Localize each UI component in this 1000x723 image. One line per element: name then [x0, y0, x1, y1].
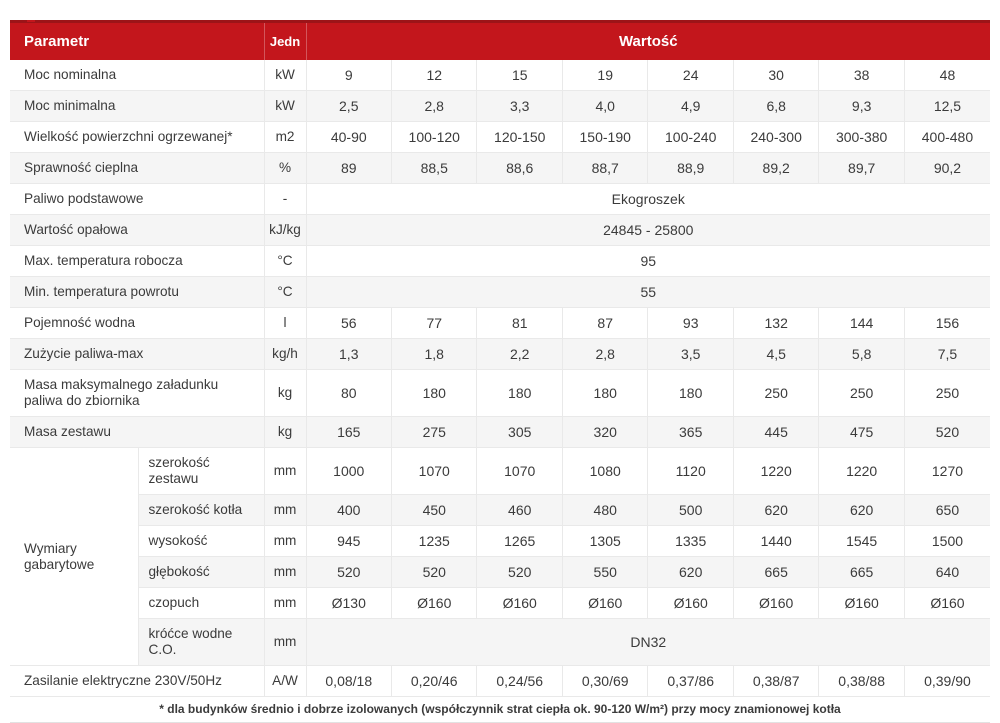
table-row-paliwo-podstawowe — [10, 184, 990, 215]
table-row-zasilanie-elektryczne — [10, 666, 990, 697]
unit-cell: m2 — [264, 122, 306, 153]
param-label: Pojemność wodna — [10, 308, 264, 339]
value-cell: 2,8 — [392, 91, 477, 122]
value-cell: 0,20/46 — [392, 666, 477, 697]
unit-cell: l — [264, 308, 306, 339]
value-cell: 1265 — [477, 526, 562, 557]
param-label: Wielkość powierzchni ogrzewanej* — [10, 122, 264, 153]
unit-cell: kJ/kg — [264, 215, 306, 246]
value-cell: 1270 — [904, 448, 990, 495]
value-cell: 275 — [392, 417, 477, 448]
unit-cell: mm — [264, 448, 306, 495]
value-cell: 5,8 — [819, 339, 904, 370]
value-cell: Ø160 — [562, 588, 647, 619]
param-label: Zużycie paliwa-max — [10, 339, 264, 370]
table-row-glebokosc — [10, 557, 990, 588]
table-row-zuzycie-paliwa-max — [10, 339, 990, 370]
value-cell: 460 — [477, 495, 562, 526]
table-row-masa-maksymalnego-zaladunku — [10, 370, 990, 417]
table-row-sprawnosc-cieplna — [10, 153, 990, 184]
value-cell: 520 — [477, 557, 562, 588]
value-cell: 48 — [904, 60, 990, 91]
value-cell: Ø160 — [904, 588, 990, 619]
table-row-szerokosc-zestawu — [10, 448, 990, 495]
value-cell: 89,2 — [733, 153, 818, 184]
value-cell: 1305 — [562, 526, 647, 557]
value-cell: 240-300 — [733, 122, 818, 153]
value-cell: 80 — [306, 370, 391, 417]
unit-cell: mm — [264, 526, 306, 557]
value-cell: 87 — [562, 308, 647, 339]
value-cell: 180 — [392, 370, 477, 417]
value-cell: 9 — [306, 60, 391, 91]
table-row-czopuch — [10, 588, 990, 619]
value-cell: 180 — [477, 370, 562, 417]
value-cell: Ø160 — [733, 588, 818, 619]
value-cell: 132 — [733, 308, 818, 339]
value-cell: 0,38/87 — [733, 666, 818, 697]
value-cell: 520 — [904, 417, 990, 448]
table-row-masa-zestawu — [10, 417, 990, 448]
value-cell: 1440 — [733, 526, 818, 557]
table-row-max-temperatura-robocza — [10, 246, 990, 277]
value-cell: Ø160 — [392, 588, 477, 619]
value-cell: 0,37/86 — [648, 666, 733, 697]
value-cell: 9,3 — [819, 91, 904, 122]
param-sublabel: wysokość — [138, 526, 264, 557]
value-cell: 2,2 — [477, 339, 562, 370]
value-cell: 180 — [562, 370, 647, 417]
value-cell: 6,8 — [733, 91, 818, 122]
value-cell: 30 — [733, 60, 818, 91]
param-label: Min. temperatura powrotu — [10, 277, 264, 308]
value-cell: 445 — [733, 417, 818, 448]
value-cell: 12 — [392, 60, 477, 91]
param-label: Sprawność cieplna — [10, 153, 264, 184]
value-cell: 88,7 — [562, 153, 647, 184]
value-cell: 120-150 — [477, 122, 562, 153]
value-cell: 550 — [562, 557, 647, 588]
param-label: Wartość opałowa — [10, 215, 264, 246]
unit-cell: - — [264, 184, 306, 215]
value-cell: Ø160 — [477, 588, 562, 619]
table-header-row — [10, 22, 990, 61]
value-cell: 1235 — [392, 526, 477, 557]
value-cell: 90,2 — [904, 153, 990, 184]
value-cell: 300-380 — [819, 122, 904, 153]
value-cell: 156 — [904, 308, 990, 339]
value-cell: 480 — [562, 495, 647, 526]
value-cell: 77 — [392, 308, 477, 339]
table-row-szerokosc-kotla — [10, 495, 990, 526]
value-cell: 1545 — [819, 526, 904, 557]
value-cell: 945 — [306, 526, 391, 557]
value-cell: 2,8 — [562, 339, 647, 370]
table-footer — [10, 697, 990, 723]
param-label: Paliwo podstawowe — [10, 184, 264, 215]
value-cell: 400 — [306, 495, 391, 526]
value-cell: 500 — [648, 495, 733, 526]
param-label: Max. temperatura robocza — [10, 246, 264, 277]
value-span-cell: 55 — [306, 277, 990, 308]
value-cell: 3,5 — [648, 339, 733, 370]
param-label: Masa zestawu — [10, 417, 264, 448]
value-cell: 4,9 — [648, 91, 733, 122]
group-label: Wymiary gabarytowe — [10, 448, 138, 666]
value-cell: 450 — [392, 495, 477, 526]
unit-cell: mm — [264, 495, 306, 526]
unit-cell: kW — [264, 60, 306, 91]
value-cell: 19 — [562, 60, 647, 91]
value-cell: 0,30/69 — [562, 666, 647, 697]
value-cell: 89,7 — [819, 153, 904, 184]
table-header — [10, 22, 990, 61]
value-cell: 1080 — [562, 448, 647, 495]
unit-cell: mm — [264, 557, 306, 588]
table-row-moc-minimalna — [10, 91, 990, 122]
value-cell: 1070 — [392, 448, 477, 495]
unit-cell: °C — [264, 246, 306, 277]
value-span-cell: DN32 — [306, 619, 990, 666]
unit-cell: °C — [264, 277, 306, 308]
param-label: Masa maksymalnego załadunku paliwa do zbiornika — [10, 370, 264, 417]
value-cell: 4,5 — [733, 339, 818, 370]
value-cell: 1500 — [904, 526, 990, 557]
table-row-wielkosc-powierzchni-ogrzewanej — [10, 122, 990, 153]
value-cell: 1070 — [477, 448, 562, 495]
value-cell: 250 — [819, 370, 904, 417]
value-cell: 1,3 — [306, 339, 391, 370]
value-cell: 520 — [306, 557, 391, 588]
param-label: Zasilanie elektryczne 230V/50Hz — [10, 666, 264, 697]
table-row-wysokosc — [10, 526, 990, 557]
value-cell: 81 — [477, 308, 562, 339]
param-sublabel: szerokość zestawu — [138, 448, 264, 495]
value-cell: 320 — [562, 417, 647, 448]
page — [0, 20, 1000, 716]
value-cell: 38 — [819, 60, 904, 91]
value-cell: 520 — [392, 557, 477, 588]
value-cell: 89 — [306, 153, 391, 184]
param-sublabel: czopuch — [138, 588, 264, 619]
unit-cell: A/W — [264, 666, 306, 697]
value-cell: 1000 — [306, 448, 391, 495]
value-cell: 100-240 — [648, 122, 733, 153]
value-cell: 100-120 — [392, 122, 477, 153]
value-cell: 24 — [648, 60, 733, 91]
column-header-jedn: Jedn — [264, 22, 306, 61]
value-cell: 4,0 — [562, 91, 647, 122]
value-cell: 620 — [648, 557, 733, 588]
value-cell: 88,9 — [648, 153, 733, 184]
unit-cell: kW — [264, 91, 306, 122]
value-cell: 650 — [904, 495, 990, 526]
value-cell: 0,24/56 — [477, 666, 562, 697]
value-cell: 620 — [733, 495, 818, 526]
param-sublabel: króćce wodne C.O. — [138, 619, 264, 666]
value-span-cell: Ekogroszek — [306, 184, 990, 215]
value-cell: 1,8 — [392, 339, 477, 370]
value-cell: 88,6 — [477, 153, 562, 184]
value-cell: 620 — [819, 495, 904, 526]
param-sublabel: szerokość kotła — [138, 495, 264, 526]
value-cell: 0,08/18 — [306, 666, 391, 697]
value-cell: Ø160 — [648, 588, 733, 619]
value-cell: 250 — [733, 370, 818, 417]
unit-cell: kg — [264, 370, 306, 417]
value-cell: 640 — [904, 557, 990, 588]
value-cell: 475 — [819, 417, 904, 448]
value-cell: 1335 — [648, 526, 733, 557]
table-body — [10, 60, 990, 697]
unit-cell: mm — [264, 588, 306, 619]
unit-cell: kg/h — [264, 339, 306, 370]
value-cell: 56 — [306, 308, 391, 339]
value-cell: Ø160 — [819, 588, 904, 619]
value-cell: 305 — [477, 417, 562, 448]
table-row-moc-nominalna — [10, 60, 990, 91]
value-cell: 3,3 — [477, 91, 562, 122]
value-cell: 93 — [648, 308, 733, 339]
value-cell: 150-190 — [562, 122, 647, 153]
value-cell: 1220 — [819, 448, 904, 495]
value-cell: 165 — [306, 417, 391, 448]
value-cell: 88,5 — [392, 153, 477, 184]
stray-red-artifact — [27, 20, 35, 22]
table-row-wartosc-opalowa — [10, 215, 990, 246]
param-label: Moc minimalna — [10, 91, 264, 122]
value-cell: 665 — [819, 557, 904, 588]
footnote-row — [10, 697, 990, 723]
value-cell: 7,5 — [904, 339, 990, 370]
value-cell: 1220 — [733, 448, 818, 495]
value-cell: 1120 — [648, 448, 733, 495]
value-cell: Ø130 — [306, 588, 391, 619]
value-cell: 144 — [819, 308, 904, 339]
value-cell: 12,5 — [904, 91, 990, 122]
value-cell: 665 — [733, 557, 818, 588]
value-cell: 0,38/88 — [819, 666, 904, 697]
value-cell: 40-90 — [306, 122, 391, 153]
value-cell: 250 — [904, 370, 990, 417]
value-cell: 0,39/90 — [904, 666, 990, 697]
param-label: Moc nominalna — [10, 60, 264, 91]
param-sublabel: głębokość — [138, 557, 264, 588]
unit-cell: mm — [264, 619, 306, 666]
value-cell: 400-480 — [904, 122, 990, 153]
table-row-pojemnosc-wodna — [10, 308, 990, 339]
footnote-text: * dla budynków średnio i dobrze izolowanych (współczynnik strat ciepła ok. 90-120 W/m²) przy mocy znamionowej kotła — [10, 697, 990, 723]
table-row-krocce-wodne-co — [10, 619, 990, 666]
unit-cell: kg — [264, 417, 306, 448]
boiler-spec-table — [10, 20, 990, 723]
unit-cell: % — [264, 153, 306, 184]
value-cell: 180 — [648, 370, 733, 417]
value-span-cell: 95 — [306, 246, 990, 277]
value-cell: 15 — [477, 60, 562, 91]
table-row-min-temperatura-powrotu — [10, 277, 990, 308]
value-cell: 365 — [648, 417, 733, 448]
value-span-cell: 24845 - 25800 — [306, 215, 990, 246]
column-header-parametr: Parametr — [10, 22, 264, 61]
column-header-wartosc: Wartość — [306, 22, 990, 61]
value-cell: 2,5 — [306, 91, 391, 122]
